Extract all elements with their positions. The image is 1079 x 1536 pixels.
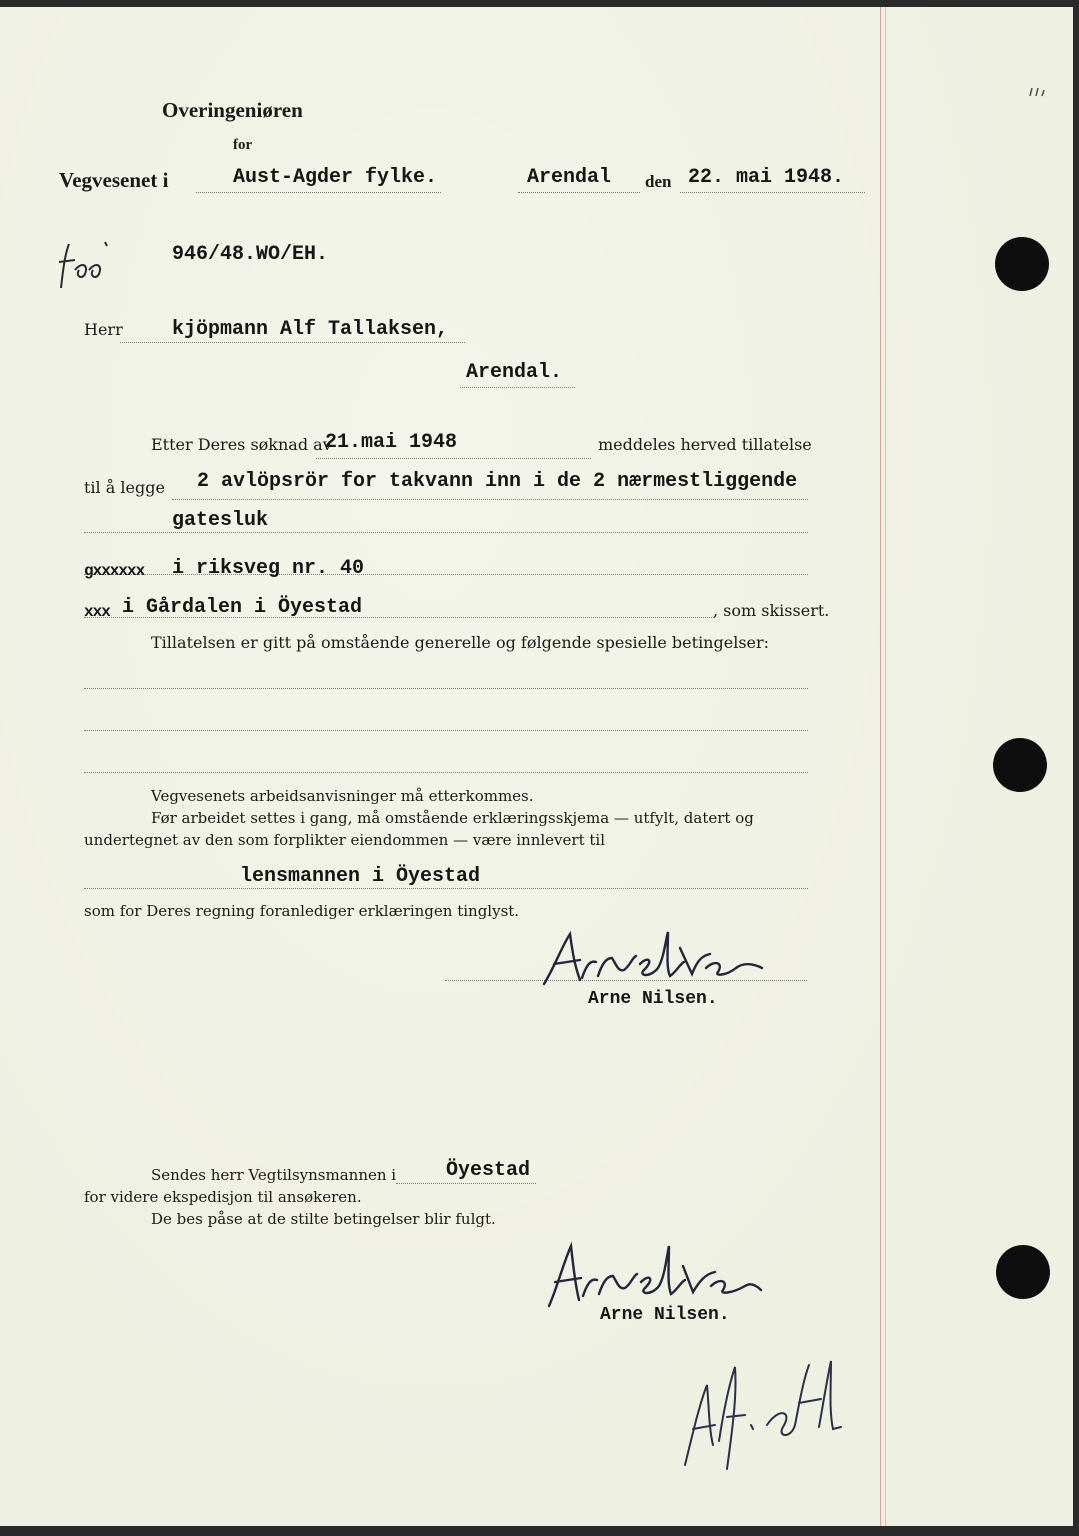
instruction-line-3: undertegnet av den som forplikter eiendommen — være innlevert til (84, 831, 605, 849)
forwarding-line-3: De bes påse at de stilte betingelser blir fulgt. (151, 1210, 496, 1228)
salutation: Herr (84, 320, 123, 339)
instruction-line-1: Vegvesenets arbeidsanvisninger må etterkommes. (151, 787, 534, 805)
punch-hole-bottom (996, 1245, 1050, 1299)
punch-hole-top (995, 237, 1049, 291)
handwritten-annotation (675, 1345, 845, 1475)
location-line: i Gårdalen i Öyestad (122, 596, 363, 619)
signature-2-typed-name: Arne Nilsen. (600, 1305, 730, 1325)
place: Arendal (527, 166, 612, 189)
margin-rule (880, 7, 881, 1526)
office-title: Overingeniøren (162, 98, 303, 122)
letter-date: 22. mai 1948. (688, 166, 845, 189)
conditions-dotted-line-1 (84, 688, 808, 689)
county: Aust-Agder fylke. (233, 166, 438, 189)
instruction-line-2: Før arbeidet settes i gang, må omstående erklæringsskjema — utfylt, datert og (151, 809, 754, 827)
intro-label: Etter Deres søknad av (151, 435, 332, 454)
authority: lensmannen i Öyestad (240, 865, 481, 888)
reference-number: 946/48.WO/EH. (172, 243, 329, 266)
margin-rule-secondary (885, 7, 886, 1526)
agency-prefix: Vegvesenet i (59, 168, 169, 192)
purpose-line-2: gatesluk (172, 509, 269, 532)
conditions-dotted-line-3 (84, 772, 808, 773)
margin-initials-mark (55, 240, 115, 290)
application-date-dotted-line (316, 458, 591, 459)
recipient-name: kjöpmann Alf Tallaksen, (172, 318, 449, 341)
road-line: i riksveg nr. 40 (172, 557, 365, 580)
purpose-dotted-line-1 (172, 499, 808, 500)
city-dotted-line (460, 387, 575, 388)
for-word: for (233, 137, 253, 153)
signature-1-typed-name: Arne Nilsen. (588, 989, 718, 1009)
recipient-city: Arendal. (466, 361, 563, 384)
corner-mark (1028, 86, 1048, 98)
punch-hole-middle (993, 738, 1047, 792)
location-suffix: , som skissert. (713, 601, 830, 620)
purpose-line-1: 2 avlöpsrör for takvann inn i de 2 nærmestliggende (197, 470, 798, 493)
scan-border-bottom (0, 1526, 1079, 1536)
conditions-intro: Tillatelsen er gitt på omstående generelle og følgende spesielle betingelser: (151, 633, 770, 652)
date-dotted-line (680, 192, 865, 193)
scan-border-top (0, 0, 1079, 7)
location-struck-word: xxx (84, 603, 110, 621)
scan-border-right (1073, 0, 1079, 1536)
instruction-line-4: som for Deres regning foranlediger erklæringen tinglyst. (84, 902, 520, 920)
forwarding-district: Öyestad (446, 1159, 531, 1182)
authority-dotted-line (84, 888, 808, 889)
intro-suffix: meddeles herved tillatelse (598, 435, 812, 454)
conditions-dotted-line-2 (84, 730, 808, 731)
forwarding-line-1: Sendes herr Vegtilsynsmannen i (151, 1166, 397, 1184)
purpose-label: til å legge (84, 478, 165, 497)
county-dotted-line (196, 192, 441, 193)
handwritten-signature-1 (540, 928, 770, 998)
recipient-dotted-line (120, 342, 465, 343)
forwarding-line-2: for videre ekspedisjon til ansøkeren. (84, 1188, 362, 1206)
place-dotted-line (518, 192, 640, 193)
date-prefix: den (645, 172, 672, 191)
application-date: 21.mai 1948 (325, 431, 458, 454)
district-dotted-line (396, 1183, 536, 1184)
purpose-dotted-line-2 (84, 532, 808, 533)
road-struck-word: gxxxxxx (84, 562, 145, 580)
